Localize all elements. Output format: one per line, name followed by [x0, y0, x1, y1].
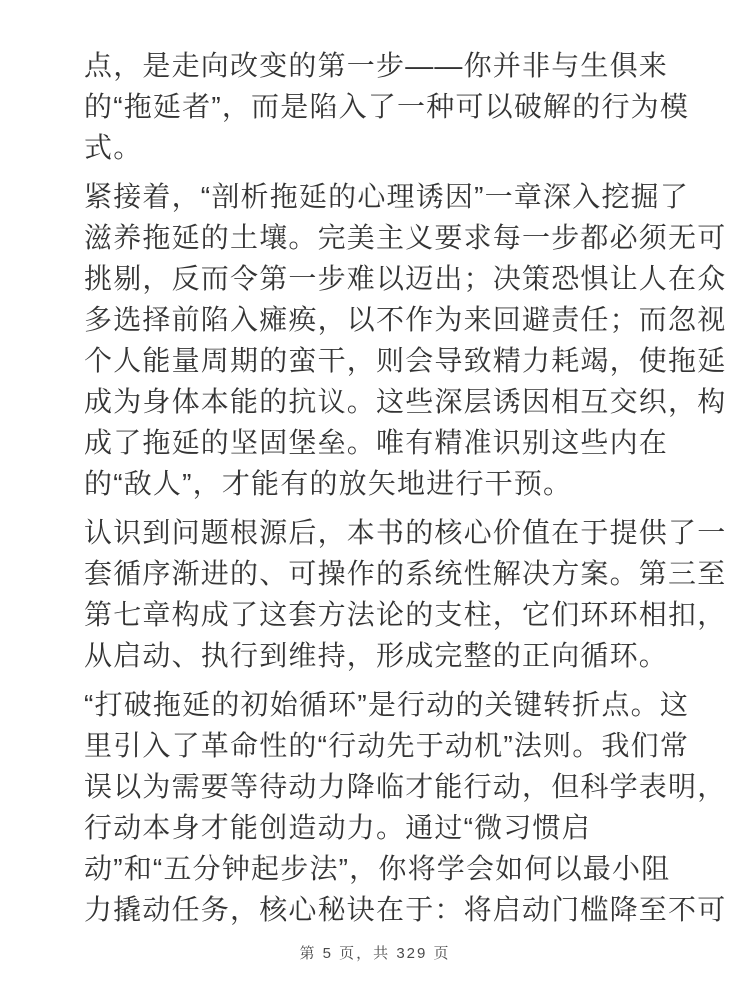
- text-line: 第七章构成了这套方法论的支柱，它们环环相扣，: [84, 599, 727, 630]
- text-line: 认识到问题根源后，本书的核心价值在于提供了一: [84, 517, 727, 548]
- text-line: 从启动、执行到维持，形成完整的正向循环。: [84, 640, 669, 671]
- text-line: 里引入了革命性的“行动先于动机”法则。我们常: [84, 730, 690, 761]
- paragraph: [84, 512, 727, 676]
- text-line: 挑剔，反而令第一步难以迈出；决策恐惧让人在众: [84, 263, 727, 294]
- text-line: 成了拖延的坚固堡垒。唯有精准识别这些内在: [84, 427, 669, 458]
- text-line: 点，是走向改变的第一步——你并非与生俱来: [84, 50, 669, 81]
- text-line: 紧接着，“剖析拖延的心理诱因”一章深入挖掘了: [84, 181, 690, 212]
- text-line: 行动本身才能创造动力。通过“微习惯启: [84, 812, 591, 843]
- text-line: 的“敌人”，才能有的放矢地进行干预。: [84, 468, 573, 499]
- text-line: 成为身体本能的抗议。这些深层诱因相互交织，构: [84, 386, 727, 417]
- text-line: 的“拖延者”，而是陷入了一种可以破解的行为模: [84, 91, 690, 122]
- text-line: 误以为需要等待动力降临才能行动，但科学表明，: [84, 771, 727, 802]
- paragraph: [84, 176, 727, 504]
- text-line: 套循序渐进的、可操作的系统性解决方案。第三至: [84, 558, 727, 589]
- text-line: 多选择前陷入瘫痪，以不作为来回避责任；而忽视: [84, 304, 727, 335]
- text-line: 式。: [84, 132, 143, 163]
- paragraph: [84, 684, 727, 930]
- paragraph: [84, 45, 690, 168]
- text-line: 滋养拖延的土壤。完美主义要求每一步都必须无可: [84, 222, 727, 253]
- text-line: “打破拖延的初始循环”是行动的关键转折点。这: [84, 689, 690, 720]
- text-line: 动”和“五分钟起步法”，你将学会如何以最小阻: [84, 853, 671, 884]
- text-line: 力撬动任务，核心秘诀在于：将启动门槛降至不可: [84, 894, 727, 925]
- text-line: 个人能量周期的蛮干，则会导致精力耗竭，使拖延: [84, 345, 727, 376]
- page-indicator: 第 5 页，共 329 页: [299, 945, 451, 962]
